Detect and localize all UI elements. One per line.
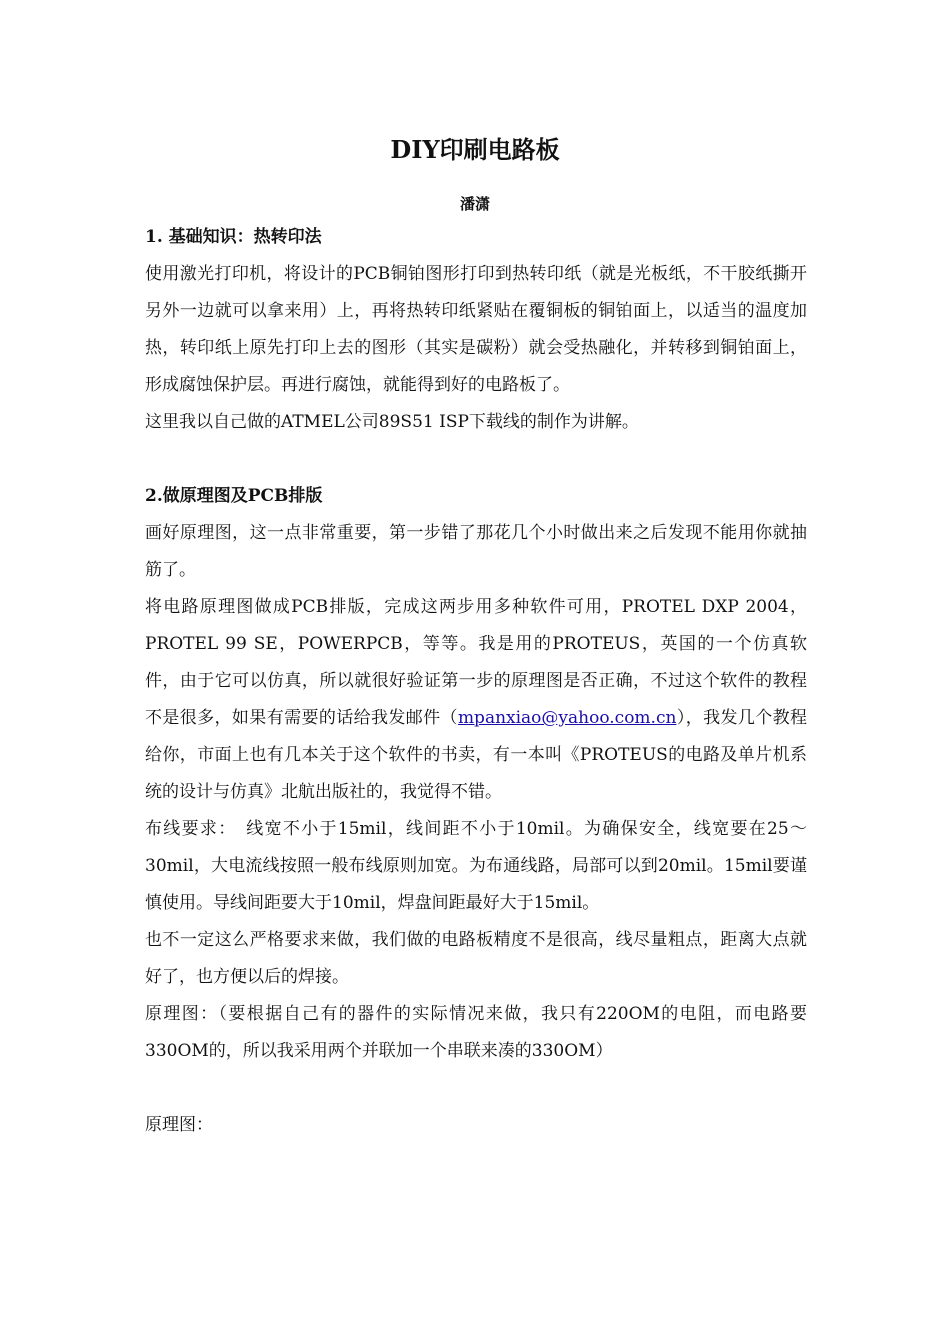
paragraph-text: 将电路原理图做成PCB排版，完成这两步用多种软件可用，PROTEL DXP 2004，PROTEL 99 SE，POWERPCB，等等。我是用的PROTEUS，英国的一个仿真软件，由于它可以仿真，所以就很好验证第一步的原理图是否正确，不过这个软件的教程不是很多，如果有需要的话给我发邮件（: [145, 597, 807, 728]
section-1-paragraph-2: 这里我以自己做的ATMEL公司89S51 ISP下载线的制作为讲解。: [145, 412, 639, 432]
section-2-paragraph-1: 画好原理图，这一点非常重要，第一步错了那花几个小时做出来之后发现不能用你就抽筋了。: [145, 523, 807, 580]
section-2-heading: 2.做原理图及PCB排版: [145, 486, 323, 506]
document-body: [145, 219, 807, 1144]
section-2-paragraph-3: 布线要求： 线宽不小于15mil，线间距不小于10mil。为确保安全，线宽要在25～30mil，大电流线按照一般布线原则加宽。为布通线路，局部可以到20mil。15mil要谨慎使用。导线间距要大于10mil，焊盘间距最好大于15mil。: [145, 819, 807, 913]
document-author: 潘潇: [459, 195, 490, 213]
section-2-paragraph-6: 原理图：: [145, 1115, 213, 1135]
section-2-paragraph-4: 也不一定这么严格要求来做，我们做的电路板精度不是很高，线尽量粗点，距离大点就好了，也方便以后的焊接。: [145, 930, 807, 987]
blank-line: [145, 441, 807, 478]
paragraph-text: ），我发几个教程给你，市面上也有几本关于这个软件的书卖，有一本叫《PROTEUS的电路及单片机系统的设计与仿真》北航出版社的，我觉得不错。: [145, 708, 808, 802]
email-link[interactable]: mpanxiao@yahoo.com.cn: [457, 708, 677, 728]
section-2-paragraph-5: 原理图：（要根据自己有的器件的实际情况来做，我只有220OM的电阻，而电路要330OM的，所以我采用两个并联加一个串联来凑的330OM）: [145, 1004, 807, 1061]
blank-line: [145, 1070, 807, 1107]
section-1-paragraph-1: 使用激光打印机，将设计的PCB铜铂图形打印到热转印纸（就是光板纸，不干胶纸撕开另外一边就可以拿来用）上，再将热转印纸紧贴在覆铜板的铜铂面上，以适当的温度加热，转印纸上原先打印上去的图形（其实是碳粉）就会受热融化，并转移到铜铂面上，形成腐蚀保护层。再进行腐蚀，就能得到好的电路板了。: [145, 264, 807, 395]
document-title: DIY印刷电路板: [390, 135, 560, 164]
section-2-paragraph-2: [145, 589, 807, 811]
section-1-heading: 1. 基础知识：热转印法: [145, 227, 322, 247]
